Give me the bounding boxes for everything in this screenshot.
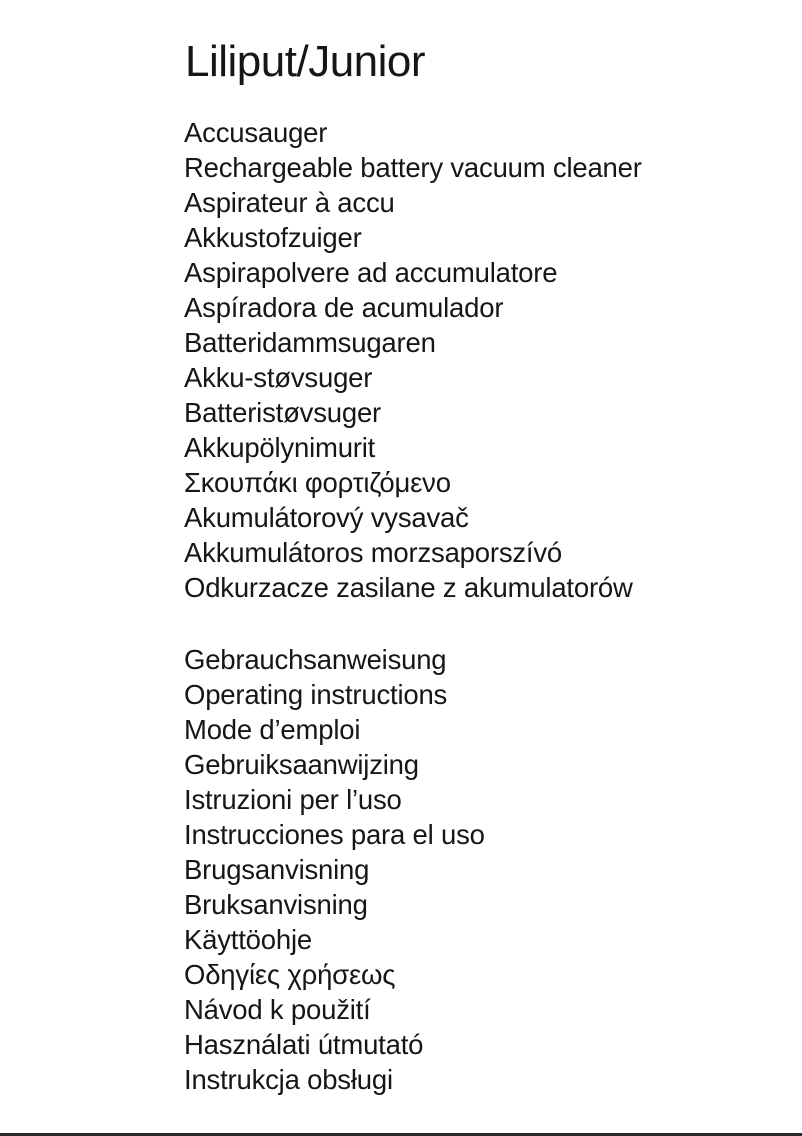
product-name: Akku-støvsuger bbox=[184, 362, 373, 393]
product-name: Odkurzacze zasilane z akumulatorów bbox=[184, 572, 633, 603]
instructions-title: Használati útmutató bbox=[184, 1029, 424, 1060]
instructions-title: Operating instructions bbox=[184, 679, 448, 710]
instructions-title: Instrucciones para el uso bbox=[184, 819, 485, 850]
product-name: Accusauger bbox=[184, 117, 328, 148]
product-name-list bbox=[184, 115, 642, 605]
instructions-title: Brugsanvisning bbox=[184, 854, 370, 885]
product-name: Σκουπάκι φορτιζόμενο bbox=[184, 467, 451, 498]
instructions-title: Käyttöohje bbox=[184, 924, 312, 955]
product-name: Aspirateur à accu bbox=[184, 187, 395, 218]
product-name: Batteristøvsuger bbox=[184, 397, 382, 428]
document-title: Liliput/Junior bbox=[185, 37, 426, 86]
product-name: Akkupölynimurit bbox=[184, 432, 376, 463]
product-name: Aspíradora de acumulador bbox=[184, 292, 504, 323]
instructions-title-list bbox=[184, 642, 485, 1097]
instructions-title: Istruzioni per l’uso bbox=[184, 784, 402, 815]
instructions-title: Bruksanvisning bbox=[184, 889, 368, 920]
product-name: Akumulátorový vysavač bbox=[184, 502, 469, 533]
product-name: Batteridammsugaren bbox=[184, 327, 436, 358]
instructions-title: Mode d’emploi bbox=[184, 714, 361, 745]
product-name: Rechargeable battery vacuum cleaner bbox=[184, 152, 642, 183]
product-name: Akkumulátoros morzsaporszívó bbox=[184, 537, 563, 568]
instructions-title: Gebruiksaanwijzing bbox=[184, 749, 419, 780]
instructions-title: Instrukcja obsługi bbox=[184, 1064, 393, 1095]
instructions-title: Οδηγίες χρήσεως bbox=[184, 959, 396, 990]
product-name: Aspirapolvere ad accumulatore bbox=[184, 257, 558, 288]
instructions-title: Návod k použití bbox=[184, 994, 371, 1025]
product-name: Akkustofzuiger bbox=[184, 222, 362, 253]
instructions-title: Gebrauchsanweisung bbox=[184, 644, 447, 675]
